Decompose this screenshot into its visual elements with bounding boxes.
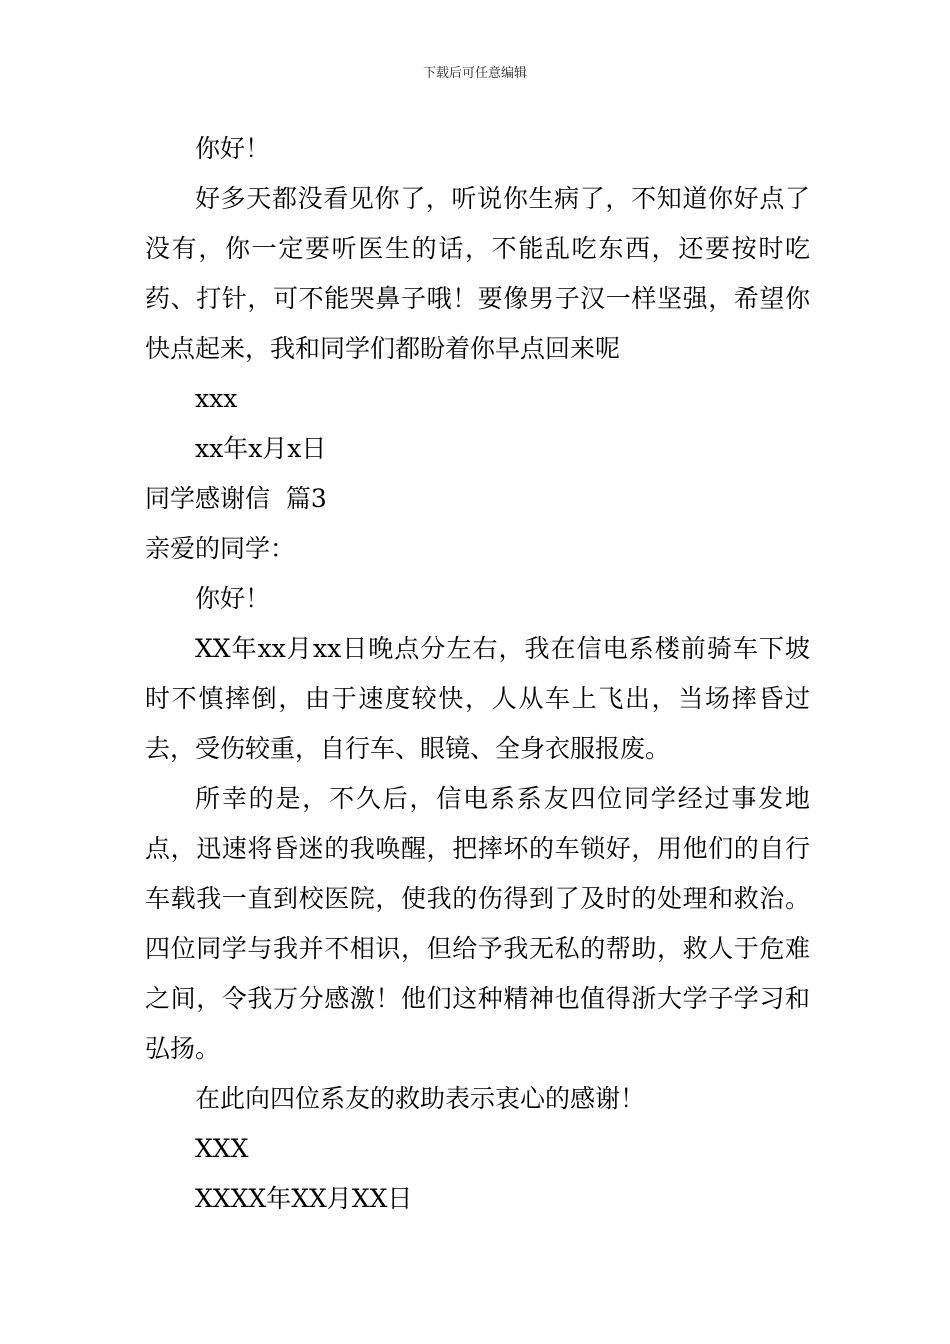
document-body bbox=[145, 124, 810, 1224]
letter2-salutation: 亲爱的同学： bbox=[145, 534, 296, 563]
letter2-greeting: 你好！ bbox=[195, 584, 271, 613]
section-title: 同学感谢信 篇3 bbox=[145, 484, 327, 513]
letter1-body: 好多天都没看见你了，听说你生病了，不知道你好点了没有，你一定要听医生的话，不能乱吃东西，还要按时吃药、打针，可不能哭鼻子哦！要像男子汉一样坚强，希望你快点起来，我和同学们都盼着你早点回来呢 bbox=[145, 184, 810, 363]
letter1-greeting: 你好！ bbox=[195, 134, 271, 163]
letter2-date: XXXX年XX月XX日 bbox=[195, 1184, 413, 1213]
letter2-paragraph: XX年xx月xx日晚点分左右，我在信电系楼前骑车下坡时不慎摔倒，由于速度较快，人从车上飞出，当场摔昏过去，受伤较重，自行车、眼镜、全身衣服报废。 bbox=[145, 634, 810, 763]
letter2-paragraph: 所幸的是，不久后，信电系系友四位同学经过事发地点，迅速将昏迷的我唤醒，把摔坏的车锁好，用他们的自行车载我一直到校医院，使我的伤得到了及时的处理和救治。 四位同学与我并不相识，但给予我无私的帮助，救人于危难之间，令我万分感激！他们这种精神也值得浙大学子学习和弘扬。 bbox=[145, 784, 810, 1063]
letter1-date: xx年x月x日 bbox=[195, 434, 327, 463]
letter1-signature: xxx bbox=[195, 384, 238, 413]
letter2-signature: XXX bbox=[195, 1134, 249, 1163]
letter2-paragraph: 在此向四位系友的救助表示衷心的感谢！ bbox=[195, 1084, 646, 1113]
page-header: 下载后可任意编辑 bbox=[422, 66, 527, 81]
